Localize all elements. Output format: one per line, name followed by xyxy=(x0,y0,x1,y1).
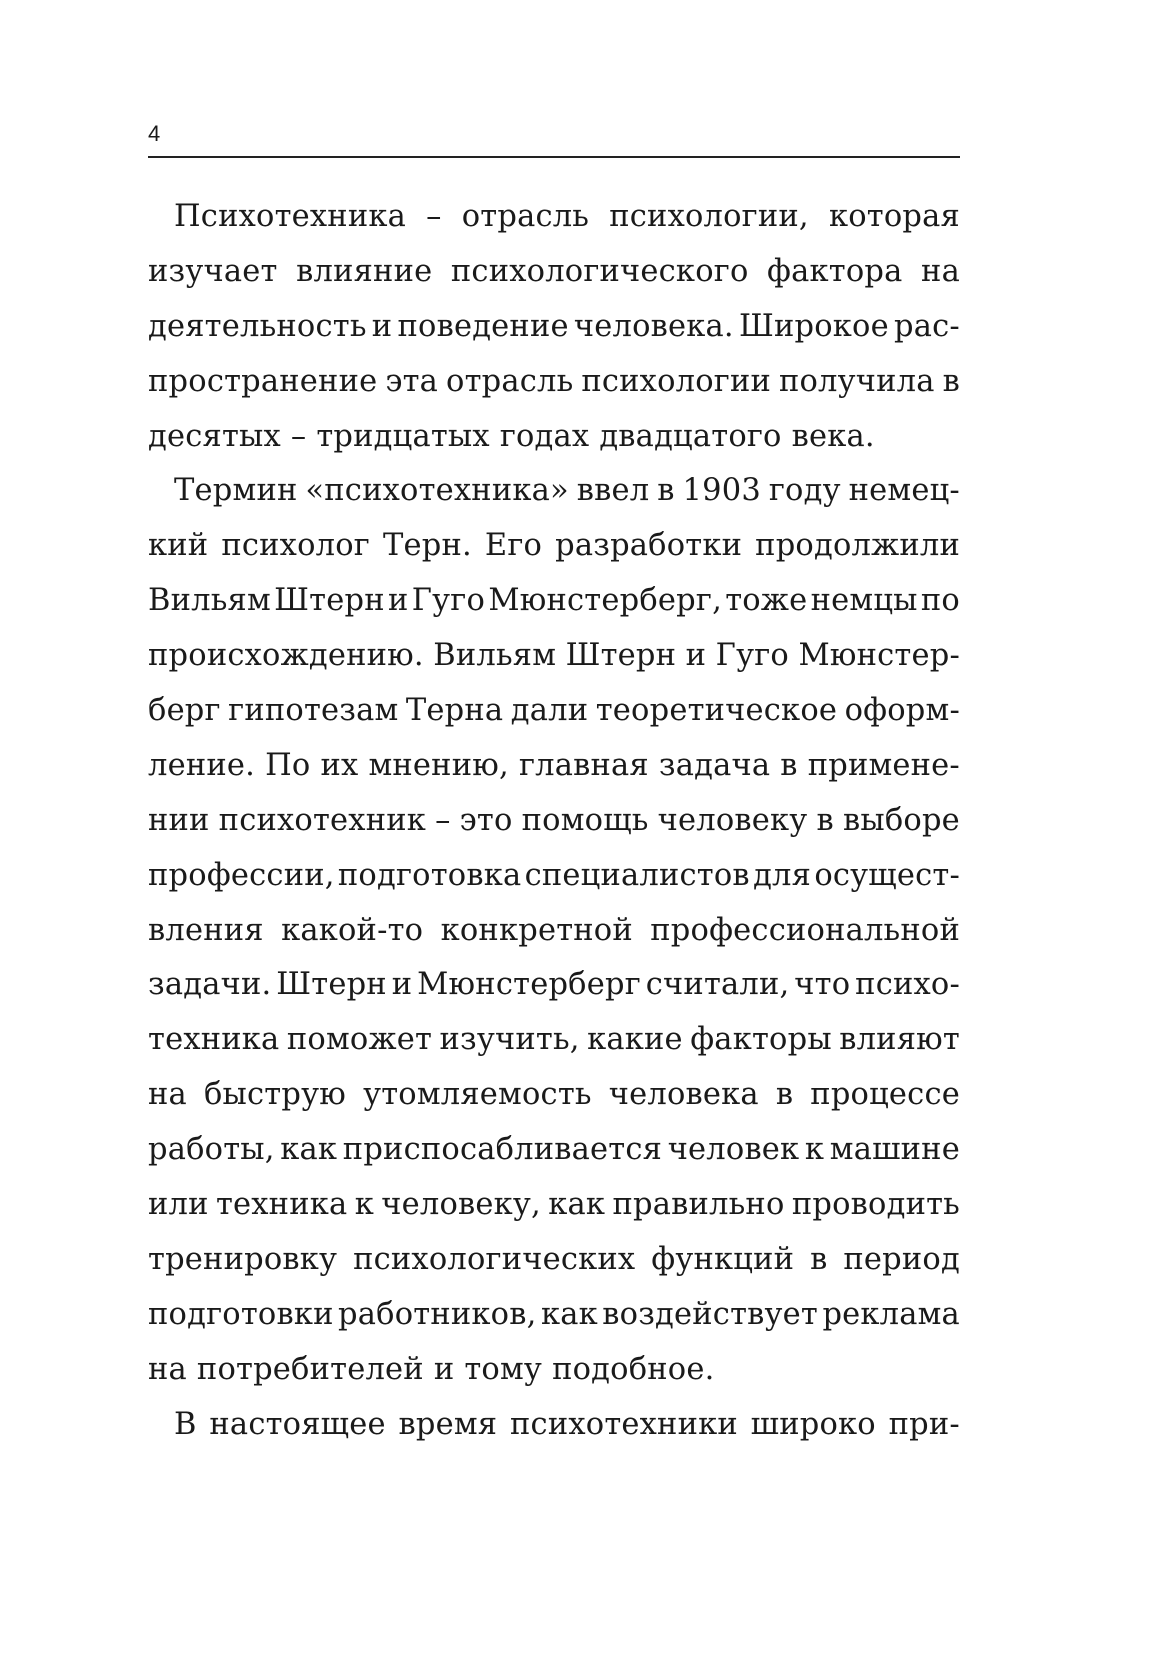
text-line: изучает влияние психологического фактора на xyxy=(148,253,960,289)
text-line: техника поможет изучить, какие факторы влияют xyxy=(148,1022,960,1058)
text-line: Психотехника – отрасль психологии, которая xyxy=(174,199,960,234)
text-line: или техника к человеку, как правильно проводить xyxy=(148,1187,960,1223)
text-line: вления какой-то конкретной профессиональной xyxy=(148,912,960,948)
body-text xyxy=(148,190,960,1452)
text-line: пространение эта отрасль психологии получила в xyxy=(148,363,960,399)
page-number: 4 xyxy=(148,121,161,146)
paragraph xyxy=(148,190,960,464)
text-line: ление. По их мнению, главная задача в примене- xyxy=(148,747,960,783)
text-line: на быструю утомляемость человека в процессе xyxy=(148,1077,960,1113)
text-line: Вильям Штерн и Гуго Мюнстерберг, тоже немцы по xyxy=(148,583,960,619)
text-line: десятых – тридцатых годах двадцатого века. xyxy=(148,418,875,454)
text-line: нии психотехник – это помощь человеку в выборе xyxy=(148,802,960,838)
text-line: профессии, подготовка специалистов для осущест- xyxy=(148,857,960,893)
text-line: на потребителей и тому подобное. xyxy=(148,1351,715,1387)
text-line: происхождению. Вильям Штерн и Гуго Мюнстер- xyxy=(148,638,960,674)
paragraph xyxy=(148,464,960,1397)
text-line: берг гипотезам Терна дали теоретическое оформ- xyxy=(148,693,960,729)
text-line: работы, как приспосабливается человек к машине xyxy=(148,1132,960,1168)
text-line: В настоящее время психотехники широко при- xyxy=(174,1406,960,1442)
text-line: тренировку психологических функций в период xyxy=(148,1241,960,1277)
page-header xyxy=(148,118,960,158)
text-line: Термин «психотехника» ввел в 1903 году немец- xyxy=(174,473,960,509)
paragraph xyxy=(148,1398,960,1453)
text-line: задачи. Штерн и Мюнстерберг считали, что психо- xyxy=(148,967,960,1003)
text-line: кий психолог Терн. Его разработки продолжили xyxy=(148,528,960,564)
header-rule xyxy=(148,156,960,158)
text-line: подготовки работников, как воздействует реклама xyxy=(148,1296,960,1332)
text-line: деятельность и поведение человека. Широкое рас- xyxy=(148,308,960,344)
